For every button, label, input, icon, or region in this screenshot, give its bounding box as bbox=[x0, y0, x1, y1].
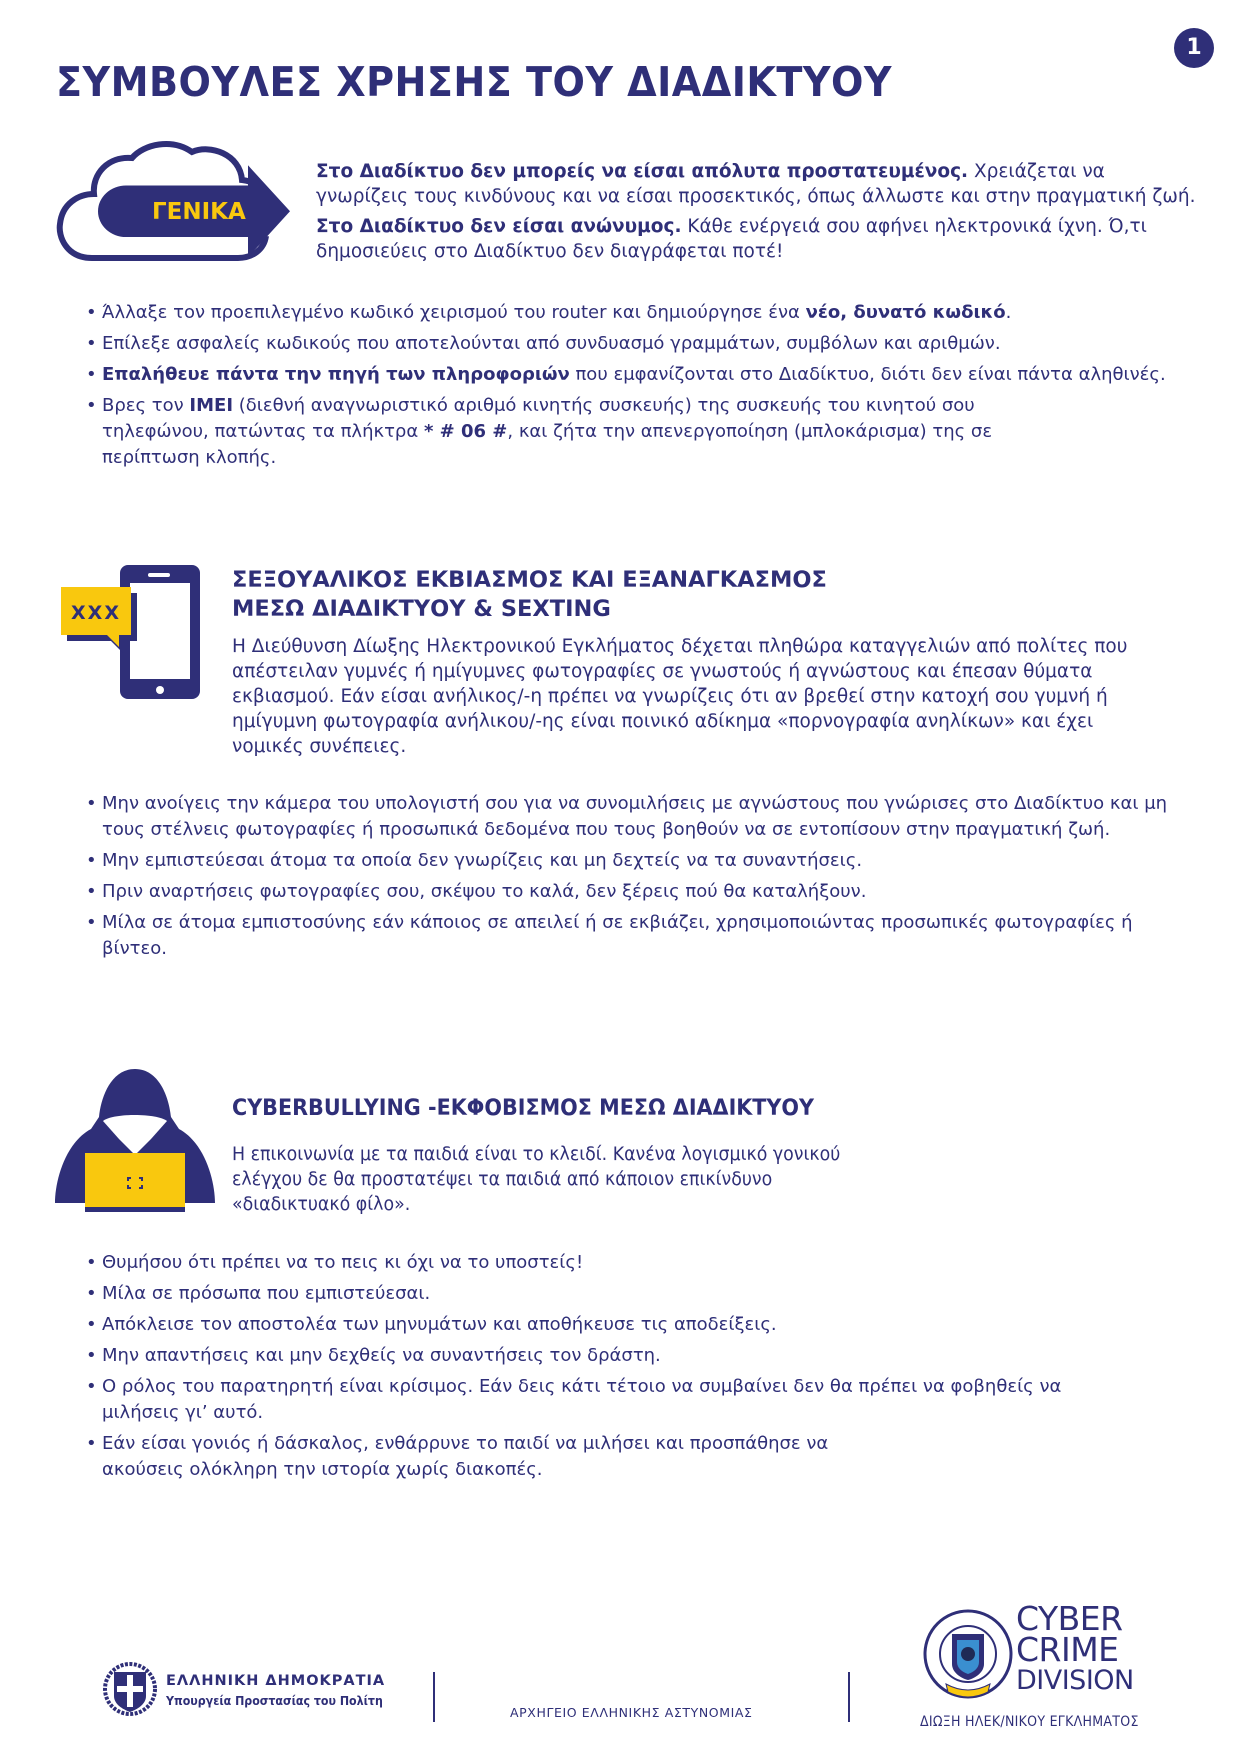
section-heading-cyberbullying: CYBERBULLYING -ΕΚΦΟΒΙΣΜΟΣ ΜΕΣΩ ΔΙΑΔΙΚΤΥΟΥ bbox=[232, 1095, 815, 1121]
hellenic-republic-emblem-icon bbox=[103, 1662, 157, 1720]
cc-line-3: DIVISION bbox=[1016, 1665, 1134, 1696]
cc-line-1: CYBER bbox=[1016, 1599, 1123, 1638]
cc-line-2: CRIME bbox=[1016, 1630, 1119, 1669]
general-intro bbox=[316, 160, 1196, 270]
list-item: • Βρες τον IMEI (διεθνή αναγνωριστικό αριθμό κινητής συσκευής) της συσκευής του κινητού σου τηλεφώνου, πατώντας τα πλήκτρα * # 06 #, και ζήτα την απενεργοποίηση (μπλοκάρισμα) της σε περίπτωση κλοπής. bbox=[86, 393, 1062, 471]
list-item: • Εάν είσαι γονιός ή δάσκαλος, ενθάρρυνε το παιδί να μιλήσει και προσπάθησε να ακούσεις ολόκληρη την ιστορία χωρίς διακοπές. bbox=[86, 1431, 832, 1483]
list-item: • Μίλα σε πρόσωπα που εμπιστεύεσαι. bbox=[86, 1281, 1216, 1307]
gov-name: ΕΛΛΗΝΙΚΗ ΔΗΜΟΚΡΑΤΙΑ bbox=[166, 1673, 386, 1689]
list-item: • Επαλήθευε πάντα την πηγή των πληροφοριών που εμφανίζονται στο Διαδίκτυο, διότι δεν είναι πάντα αληθινές. bbox=[86, 362, 1216, 388]
hooded-hacker-laptop-icon bbox=[55, 1063, 215, 1213]
general-tips-list bbox=[86, 300, 1216, 476]
section-heading-sextortion bbox=[232, 566, 827, 624]
gov-ministry: Υπουργεία Προστασίας του Πολίτη bbox=[166, 1694, 383, 1708]
cyberbullying-tips-list bbox=[86, 1250, 1216, 1488]
cc-subtitle: ΔΙΩΞΗ ΗΛΕΚ/ΝΙΚΟΥ ΕΓΚΛΗΜΑΤΟΣ bbox=[920, 1714, 1139, 1730]
cloud-arrow-icon bbox=[52, 140, 292, 268]
general-label: ΓΕΝΙΚΑ bbox=[152, 199, 246, 225]
footer-divider bbox=[848, 1672, 850, 1722]
list-item: • Επίλεξε ασφαλείς κωδικούς που αποτελούνται από συνδυασμό γραμμάτων, συμβόλων και αριθμών. bbox=[86, 331, 1216, 357]
list-item: • Άλλαξε τον προεπιλεγμένο κωδικό χειρισμού του router και δημιούργησε ένα νέο, δυνατό κωδικό. bbox=[86, 300, 1216, 326]
cyberbullying-paragraph: Η επικοινωνία με τα παιδιά είναι το κλειδί. Κανένα λογισμικό γονικού ελέγχου δε θα προστατέψει τα παιδιά από κάποιον επικίνδυνο «διαδικτυακό φίλο». bbox=[232, 1144, 841, 1215]
list-item: • Θυμήσου ότι πρέπει να το πεις κι όχι να το υποστείς! bbox=[86, 1250, 1216, 1276]
bubble-text: XXX bbox=[71, 602, 121, 624]
heading-line-2: ΜΕΣΩ ΔΙΑΔΙΚΤΥΟΥ & SEXTING bbox=[232, 596, 611, 622]
list-item: • Ο ρόλος του παρατηρητή είναι κρίσιμος. Εάν δεις κάτι τέτοιο να συμβαίνει δεν θα πρέπει να φοβηθείς να μιλήσεις γι’ αυτό. bbox=[86, 1374, 1062, 1426]
footer-divider bbox=[433, 1672, 435, 1722]
list-item: • Μην εμπιστεύεσαι άτομα τα οποία δεν γνωρίζεις και μη δεχτείς να τα συναντήσεις. bbox=[86, 848, 1226, 874]
intro-paragraph-2: Στο Διαδίκτυο δεν είσαι ανώνυμος. Κάθε ενέργειά σου αφήνει ηλεκτρονικά ίχνη. Ό,τι δημοσιεύεις στο Διαδίκτυο δεν διαγράφεται ποτέ! bbox=[316, 216, 1147, 262]
sextortion-tips-list bbox=[86, 791, 1226, 967]
page-title: ΣΥΜΒΟΥΛΕΣ ΧΡΗΣΗΣ ΤΟΥ ΔΙΑΔΙΚΤΥΟΥ bbox=[56, 58, 892, 106]
intro-paragraph-1: Στο Διαδίκτυο δεν μπορείς να είσαι απόλυτα προστατευμένος. Χρειάζεται να γνωρίζεις τους κινδύνους και να είσαι προσεκτικός, όπως άλλωστε και στην πραγματική ζωή. bbox=[316, 161, 1196, 207]
police-hq: ΑΡΧΗΓΕΙΟ ΕΛΛΗΝΙΚΗΣ ΑΣΤΥΝΟΜΙΑΣ bbox=[510, 1705, 753, 1720]
list-item: • Απόκλεισε τον αποστολέα των μηνυμάτων και αποθήκευσε τις αποδείξεις. bbox=[86, 1312, 1216, 1338]
heading-line-1: ΣΕΞΟΥΑΛΙΚΟΣ ΕΚΒΙΑΣΜΟΣ ΚΑΙ ΕΞΑΝΑΓΚΑΣΜΟΣ bbox=[232, 567, 827, 593]
list-item: • Μην απαντήσεις και μην δεχθείς να συναντήσεις τον δράστη. bbox=[86, 1343, 1216, 1369]
phone-xxx-icon bbox=[55, 563, 205, 703]
sextortion-paragraph: Η Διεύθυνση Δίωξης Ηλεκτρονικού Εγκλήματος δέχεται πληθώρα καταγγελιών από πολίτες που απέστειλαν γυμνές ή ημίγυμνες φωτογραφίες σε γνωστούς ή αγνώστους και έπεσαν θύματα εκβιασμού. Εάν είσαι ανήλικος/-η πρέπει να γνωρίζεις ότι αν βρεθεί στην κατοχή σου γυμνή ή ημίγυμνη φωτογραφία ανήλικου/-ης είναι ποινικό αδίκημα «πορνογραφία ανηλίκων» και έχει νομικές συνέπειες. bbox=[232, 636, 1128, 757]
list-item: • Μίλα σε άτομα εμπιστοσύνης εάν κάποιος σε απειλεί ή σε εκβιάζει, χρησιμοποιώντας προσωπικές φωτογραφίες ή βίντεο. bbox=[86, 910, 1152, 962]
hellenic-police-emblem-icon bbox=[922, 1606, 1014, 1710]
page-number-badge: 1 bbox=[1174, 28, 1214, 68]
cyber-crime-logo-text bbox=[1016, 1599, 1134, 1696]
list-item: • Μην ανοίγεις την κάμερα του υπολογιστή σου για να συνομιλήσεις με αγνώστους που γνώρισες στο Διαδίκτυο και μη τους στέλνεις φωτογραφίες ή προσωπικά δεδομένα που τους βοηθούν να σε εντοπίσουν στην πραγματική ζωή. bbox=[86, 791, 1212, 843]
list-item: • Πριν αναρτήσεις φωτογραφίες σου, σκέψου το καλά, δεν ξέρεις πού θα καταλήξουν. bbox=[86, 879, 1226, 905]
